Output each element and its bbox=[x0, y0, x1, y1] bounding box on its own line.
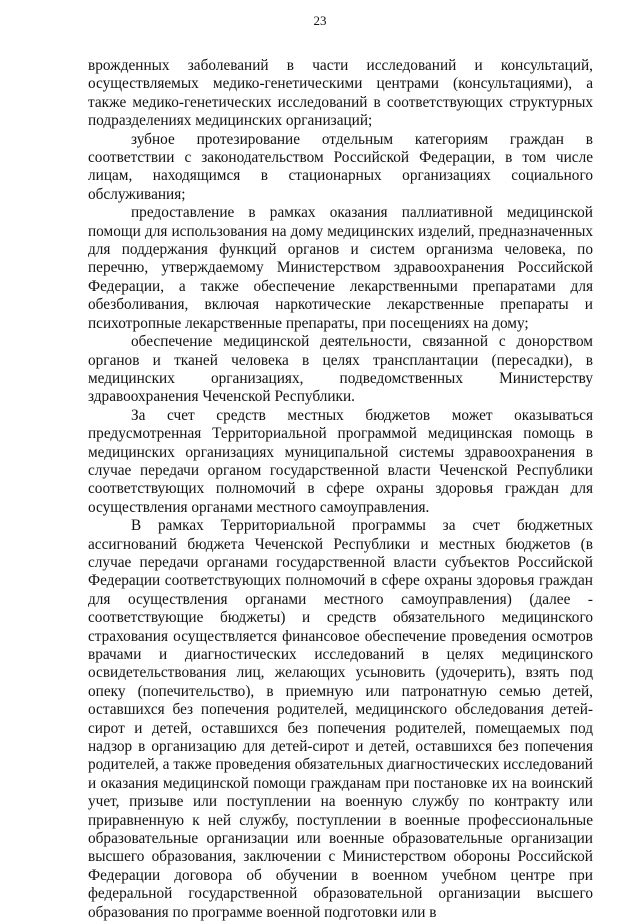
paragraph-continuation: врожденных заболеваний в части исследований и консультаций, осуществляемых медико-генетическими центрами (консультациями), а также медико-генетических исследований в соответствующих структурных подразделениях медицинских организаций; bbox=[88, 57, 593, 130]
body-text bbox=[88, 57, 593, 922]
page-number: 23 bbox=[313, 13, 327, 28]
paragraph-territorial-program: В рамках Территориальной программы за счет бюджетных ассигнований бюджета Чеченской Республики и местных бюджетов (в случае передачи органами государственной власти субъектов Российской Федерации соответствующих полномочий в сфере охраны здоровья граждан для осуществления органами местного самоуправления) (далее - соответствующие бюджеты) и средств обязательного медицинского страхования осуществляется финансовое обеспечение проведения осмотров врачами и диагностических исследований в целях медицинского освидетельствования лиц, желающих усыновить (удочерить), взять под опеку (попечительство), в приемную или патронатную семью детей, оставшихся без попечения родителей, медицинского обследования детей-сирот и детей, оставшихся без попечения родителей, помещаемых под надзор в организацию для детей-сирот и детей, оставшихся без попечения родителей, а также проведения обязательных диагностических исследований и оказания медицинской помощи гражданам при постановке их на воинский учет, призыве или поступлении на военную службу по контракту или приравненную к ней службу, поступлении в военные профессиональные образовательные организации или военные образовательные организации высшего образования, заключении с Министерством обороны Российской Федерации договора об обучении в военном учебном центре при федеральной государственной образовательной организации высшего образования по программе военной подготовки или в bbox=[88, 517, 593, 921]
paragraph-organ-donation: обеспечение медицинской деятельности, связанной с донорством органов и тканей человека в целях трансплантации (пересадки), в медицинских организациях, подведомственных Министерству здравоохранения Чеченской Республики. bbox=[88, 333, 593, 406]
paragraph-dental-prosthetics: зубное протезирование отдельным категориям граждан в соответствии с законодательством Российской Федерации, в том числе лицам, находящимся в стационарных организациях социального обслуживания; bbox=[88, 130, 593, 203]
paragraph-local-budgets: За счет средств местных бюджетов может оказываться предусмотренная Территориальной программой медицинская помощь в медицинских организациях муниципальной системы здравоохранения в случае передачи органом государственной власти Чеченской Республики соответствующих полномочий в сфере охраны здоровья граждан для осуществления органами местного самоуправления. bbox=[88, 406, 593, 516]
paragraph-palliative-care: предоставление в рамках оказания паллиативной медицинской помощи для использования на дому медицинских изделий, предназначенных для поддержания функций органов и систем организма человека, по перечню, утверждаемому Министерством здравоохранения Российской Федерации, а также обеспечение лекарственными препаратами для обезболивания, включая наркотические лекарственные препараты и психотропные лекарственные препараты, при посещениях на дому; bbox=[88, 204, 593, 332]
